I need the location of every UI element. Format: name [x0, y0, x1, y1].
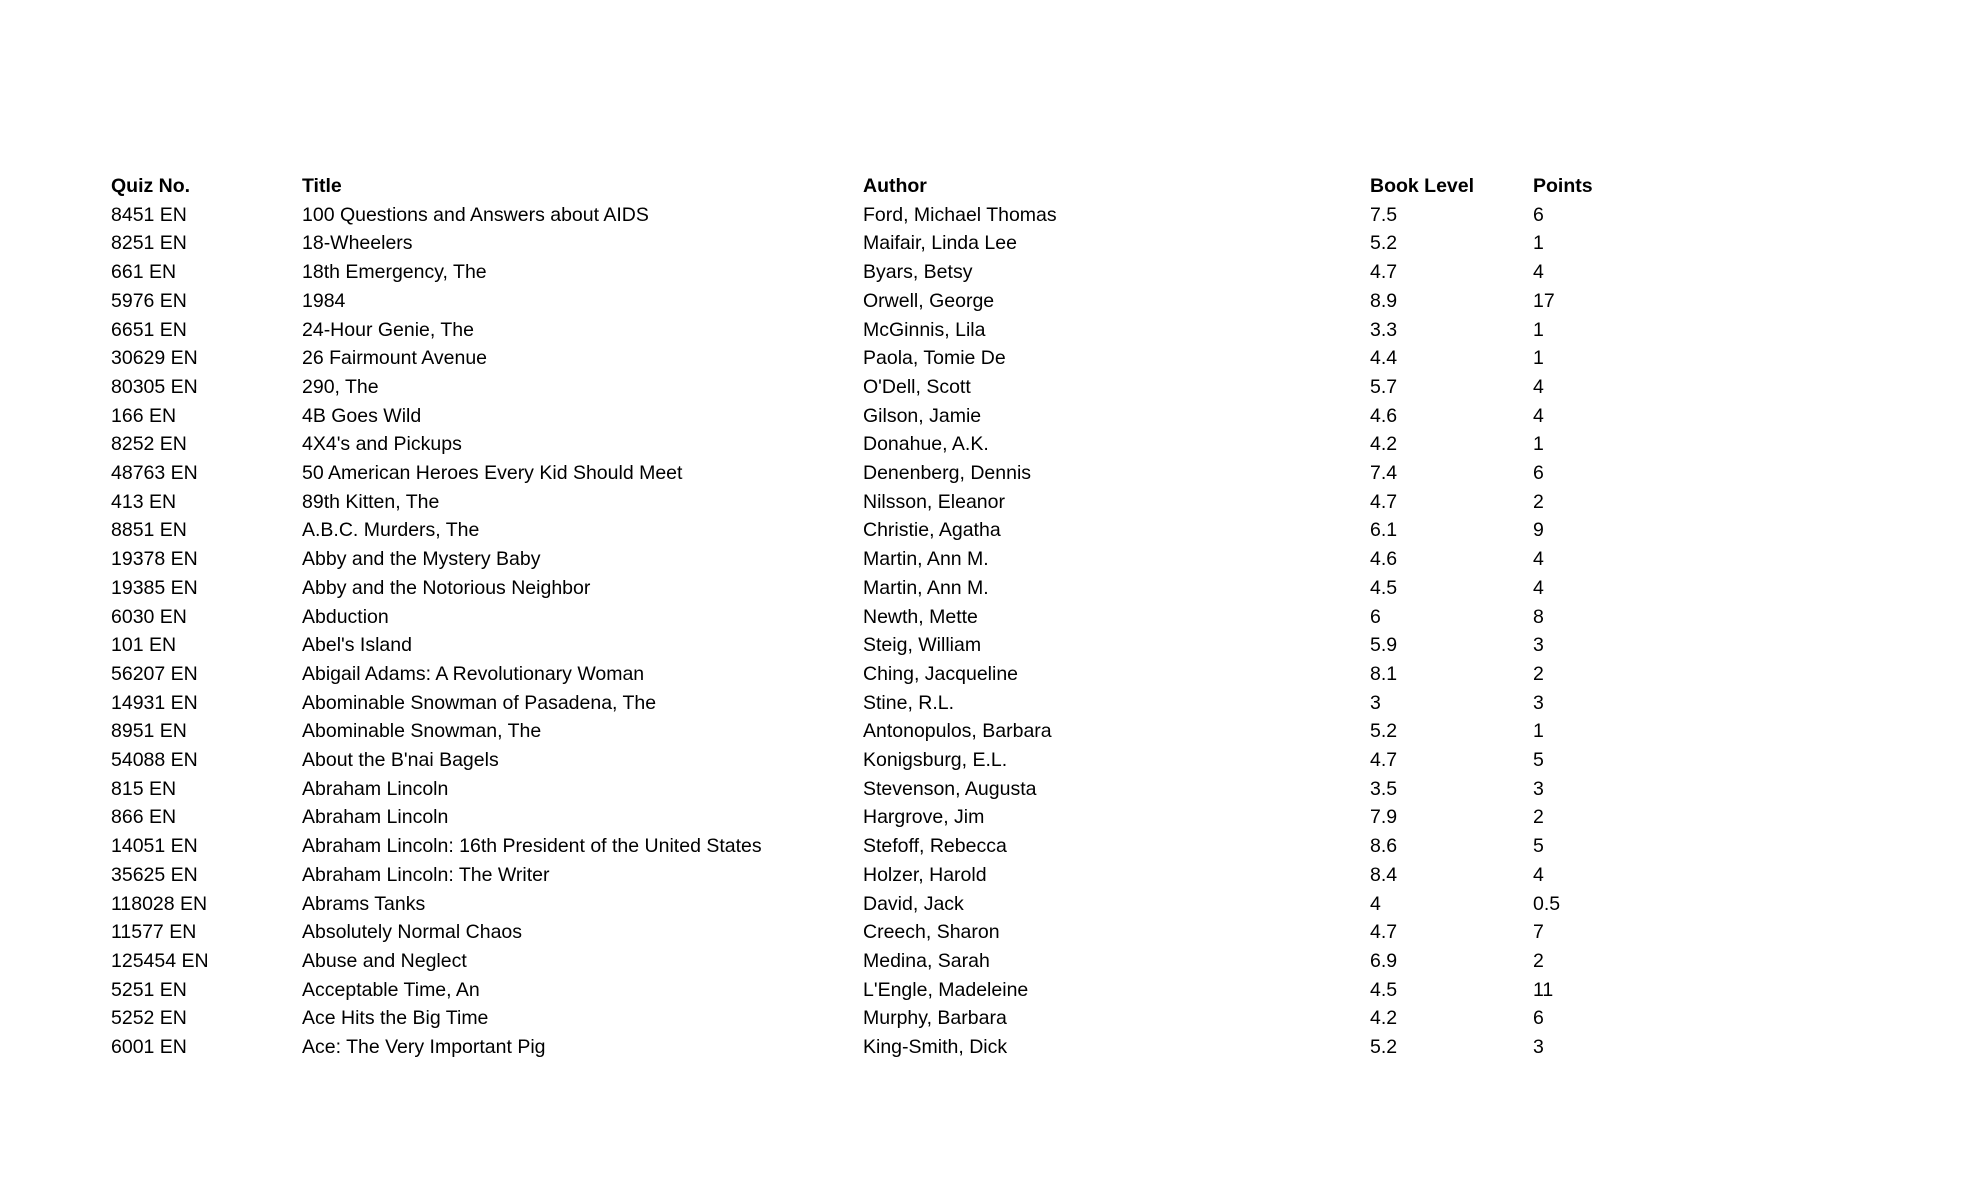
- cell-quiz-no: 35625 EN: [111, 863, 198, 886]
- cell-author: Stefoff, Rebecca: [863, 835, 1007, 858]
- cell-points: 5: [1533, 749, 1544, 772]
- table-row: [111, 574, 1671, 603]
- table-row: [111, 488, 1671, 517]
- cell-title: Abel's Island: [302, 634, 412, 657]
- cell-points: 3: [1533, 1036, 1544, 1059]
- table-row: [111, 803, 1671, 832]
- cell-quiz-no: 8851 EN: [111, 519, 187, 542]
- cell-title: Abrams Tanks: [302, 892, 426, 915]
- cell-points: 4: [1533, 863, 1544, 886]
- cell-title: 24-Hour Genie, The: [302, 318, 474, 341]
- cell-author: Stine, R.L.: [863, 691, 955, 714]
- cell-author: L'Engle, Madeleine: [863, 978, 1029, 1001]
- cell-book-level: 4.6: [1370, 548, 1398, 571]
- cell-book-level: 4.6: [1370, 404, 1398, 427]
- cell-title: Abigail Adams: A Revolutionary Woman: [302, 662, 645, 685]
- cell-title: About the B'nai Bagels: [302, 749, 499, 772]
- table-row: [111, 201, 1671, 230]
- cell-title: Ace: The Very Important Pig: [302, 1036, 546, 1059]
- cell-points: 8: [1533, 605, 1544, 628]
- cell-title: Abraham Lincoln: 16th President of the United States: [302, 835, 762, 858]
- cell-book-level: 8.6: [1370, 835, 1398, 858]
- cell-book-level: 7.4: [1370, 462, 1398, 485]
- cell-points: 0.5: [1533, 892, 1561, 915]
- table-row: [111, 1033, 1671, 1062]
- cell-author: Nilsson, Eleanor: [863, 490, 1005, 513]
- cell-quiz-no: 19378 EN: [111, 548, 198, 571]
- table-row: [111, 746, 1671, 775]
- cell-quiz-no: 413 EN: [111, 490, 177, 513]
- cell-author: Holzer, Harold: [863, 863, 987, 886]
- table-row: [111, 832, 1671, 861]
- cell-title: Abby and the Notorious Neighbor: [302, 576, 591, 599]
- cell-quiz-no: 14051 EN: [111, 835, 198, 858]
- table-row: [111, 947, 1671, 976]
- cell-points: 3: [1533, 777, 1544, 800]
- table-row: [111, 402, 1671, 431]
- cell-title: Absolutely Normal Chaos: [302, 921, 523, 944]
- table-row: [111, 430, 1671, 459]
- cell-book-level: 5.2: [1370, 232, 1398, 255]
- cell-book-level: 6.1: [1370, 519, 1398, 542]
- cell-quiz-no: 6651 EN: [111, 318, 187, 341]
- cell-quiz-no: 19385 EN: [111, 576, 198, 599]
- cell-quiz-no: 54088 EN: [111, 749, 198, 772]
- cell-quiz-no: 118028 EN: [111, 892, 208, 915]
- cell-author: Gilson, Jamie: [863, 404, 982, 427]
- cell-author: Martin, Ann M.: [863, 576, 989, 599]
- cell-quiz-no: 30629 EN: [111, 347, 198, 370]
- cell-quiz-no: 14931 EN: [111, 691, 198, 714]
- cell-points: 5: [1533, 835, 1544, 858]
- cell-title: 4X4's and Pickups: [302, 433, 462, 456]
- cell-author: King-Smith, Dick: [863, 1036, 1008, 1059]
- header-title: Title: [302, 175, 342, 197]
- table-row: [111, 918, 1671, 947]
- cell-quiz-no: 8951 EN: [111, 720, 187, 743]
- table-body: [111, 201, 1671, 1062]
- cell-title: 290, The: [302, 375, 379, 398]
- cell-points: 9: [1533, 519, 1544, 542]
- table-row: [111, 890, 1671, 919]
- cell-quiz-no: 5251 EN: [111, 978, 187, 1001]
- header-book-level: Book Level: [1370, 175, 1475, 197]
- cell-quiz-no: 5976 EN: [111, 289, 187, 312]
- cell-quiz-no: 48763 EN: [111, 462, 198, 485]
- cell-quiz-no: 5252 EN: [111, 1007, 187, 1030]
- cell-author: Antonopulos, Barbara: [863, 720, 1052, 743]
- table-row: [111, 775, 1671, 804]
- cell-points: 2: [1533, 806, 1544, 829]
- cell-points: 2: [1533, 949, 1544, 972]
- cell-book-level: 7.9: [1370, 806, 1398, 829]
- cell-title: 26 Fairmount Avenue: [302, 347, 488, 370]
- cell-author: O'Dell, Scott: [863, 375, 971, 398]
- table-row: [111, 861, 1671, 890]
- table-row: [111, 258, 1671, 287]
- table-row: [111, 689, 1671, 718]
- cell-author: Denenberg, Dennis: [863, 462, 1032, 485]
- cell-title: A.B.C. Murders, The: [302, 519, 480, 542]
- table-row: [111, 603, 1671, 632]
- cell-points: 4: [1533, 261, 1544, 284]
- cell-book-level: 4.4: [1370, 347, 1398, 370]
- header-quiz-no: Quiz No.: [111, 175, 191, 197]
- cell-points: 2: [1533, 490, 1544, 513]
- cell-title: 18th Emergency, The: [302, 261, 487, 284]
- table-row: [111, 631, 1671, 660]
- cell-book-level: 4.5: [1370, 576, 1398, 599]
- cell-title: Abraham Lincoln: [302, 806, 449, 829]
- cell-title: Abraham Lincoln: The Writer: [302, 863, 550, 886]
- cell-points: 4: [1533, 548, 1544, 571]
- cell-title: Abby and the Mystery Baby: [302, 548, 541, 571]
- cell-points: 1: [1533, 720, 1544, 743]
- cell-book-level: 8.9: [1370, 289, 1398, 312]
- table-row: [111, 660, 1671, 689]
- cell-author: Donahue, A.K.: [863, 433, 989, 456]
- cell-book-level: 5.7: [1370, 375, 1398, 398]
- cell-author: Murphy, Barbara: [863, 1007, 1007, 1030]
- cell-quiz-no: 815 EN: [111, 777, 177, 800]
- cell-title: 89th Kitten, The: [302, 490, 440, 513]
- cell-author: Steig, William: [863, 634, 982, 657]
- cell-title: 1984: [302, 289, 346, 312]
- cell-points: 1: [1533, 318, 1544, 341]
- cell-points: 1: [1533, 433, 1544, 456]
- cell-title: 50 American Heroes Every Kid Should Meet: [302, 462, 683, 485]
- cell-title: Abraham Lincoln: [302, 777, 449, 800]
- cell-quiz-no: 6030 EN: [111, 605, 187, 628]
- cell-quiz-no: 56207 EN: [111, 662, 198, 685]
- cell-points: 4: [1533, 576, 1544, 599]
- cell-book-level: 4.7: [1370, 261, 1398, 284]
- cell-author: Paola, Tomie De: [863, 347, 1006, 370]
- table-row: [111, 976, 1671, 1005]
- cell-author: McGinnis, Lila: [863, 318, 986, 341]
- cell-author: Creech, Sharon: [863, 921, 1000, 944]
- cell-points: 6: [1533, 462, 1544, 485]
- cell-points: 3: [1533, 691, 1544, 714]
- table-row: [111, 344, 1671, 373]
- cell-quiz-no: 11577 EN: [111, 921, 197, 944]
- table-row: [111, 316, 1671, 345]
- cell-book-level: 6: [1370, 605, 1381, 628]
- cell-book-level: 4.2: [1370, 433, 1398, 456]
- cell-book-level: 5.2: [1370, 1036, 1398, 1059]
- cell-quiz-no: 8451 EN: [111, 203, 187, 226]
- cell-book-level: 4.2: [1370, 1007, 1398, 1030]
- cell-quiz-no: 8251 EN: [111, 232, 187, 255]
- table-row: [111, 545, 1671, 574]
- cell-title: 18-Wheelers: [302, 232, 413, 255]
- header-points: Points: [1533, 175, 1593, 197]
- cell-points: 1: [1533, 347, 1544, 370]
- cell-points: 4: [1533, 404, 1544, 427]
- table-row: [111, 717, 1671, 746]
- cell-points: 1: [1533, 232, 1544, 255]
- cell-title: Abuse and Neglect: [302, 949, 467, 972]
- cell-quiz-no: 166 EN: [111, 404, 177, 427]
- cell-quiz-no: 866 EN: [111, 806, 177, 829]
- book-list-table: [111, 172, 1671, 1062]
- cell-book-level: 3.5: [1370, 777, 1398, 800]
- cell-book-level: 8.1: [1370, 662, 1398, 685]
- cell-author: Hargrove, Jim: [863, 806, 985, 829]
- cell-author: Konigsburg, E.L.: [863, 749, 1008, 772]
- cell-author: Martin, Ann M.: [863, 548, 989, 571]
- cell-book-level: 4.5: [1370, 978, 1398, 1001]
- cell-points: 4: [1533, 375, 1544, 398]
- cell-points: 17: [1533, 289, 1555, 312]
- cell-author: Byars, Betsy: [863, 261, 973, 284]
- cell-author: Ford, Michael Thomas: [863, 203, 1057, 226]
- cell-book-level: 3.3: [1370, 318, 1398, 341]
- cell-title: Acceptable Time, An: [302, 978, 480, 1001]
- cell-title: 100 Questions and Answers about AIDS: [302, 203, 649, 226]
- book-list-sheet: [111, 172, 1811, 1062]
- header-row: [111, 172, 1671, 201]
- cell-quiz-no: 101 EN: [111, 634, 177, 657]
- cell-author: Orwell, George: [863, 289, 995, 312]
- cell-title: Abominable Snowman, The: [302, 720, 542, 743]
- cell-points: 3: [1533, 634, 1544, 657]
- table-row: [111, 373, 1671, 402]
- cell-book-level: 4.7: [1370, 749, 1398, 772]
- cell-book-level: 6.9: [1370, 949, 1398, 972]
- table-row: [111, 1004, 1671, 1033]
- cell-book-level: 4: [1370, 892, 1381, 915]
- cell-points: 6: [1533, 203, 1544, 226]
- cell-book-level: 4.7: [1370, 490, 1398, 513]
- cell-points: 6: [1533, 1007, 1544, 1030]
- table-row: [111, 229, 1671, 258]
- cell-book-level: 8.4: [1370, 863, 1398, 886]
- cell-author: Stevenson, Augusta: [863, 777, 1037, 800]
- cell-quiz-no: 661 EN: [111, 261, 177, 284]
- cell-title: Abduction: [302, 605, 389, 628]
- cell-book-level: 4.7: [1370, 921, 1398, 944]
- cell-author: Ching, Jacqueline: [863, 662, 1019, 685]
- cell-book-level: 3: [1370, 691, 1381, 714]
- cell-points: 7: [1533, 921, 1544, 944]
- cell-title: Ace Hits the Big Time: [302, 1007, 489, 1030]
- cell-author: Newth, Mette: [863, 605, 978, 628]
- cell-quiz-no: 8252 EN: [111, 433, 187, 456]
- cell-quiz-no: 125454 EN: [111, 949, 209, 972]
- header-author: Author: [863, 175, 927, 197]
- cell-author: David, Jack: [863, 892, 964, 915]
- table-row: [111, 287, 1671, 316]
- cell-points: 2: [1533, 662, 1544, 685]
- cell-author: Maifair, Linda Lee: [863, 232, 1017, 255]
- cell-title: 4B Goes Wild: [302, 404, 422, 427]
- cell-book-level: 7.5: [1370, 203, 1398, 226]
- cell-quiz-no: 80305 EN: [111, 375, 198, 398]
- cell-quiz-no: 6001 EN: [111, 1036, 187, 1059]
- cell-book-level: 5.9: [1370, 634, 1398, 657]
- cell-book-level: 5.2: [1370, 720, 1398, 743]
- table-row: [111, 516, 1671, 545]
- cell-author: Medina, Sarah: [863, 949, 990, 972]
- cell-title: Abominable Snowman of Pasadena, The: [302, 691, 657, 714]
- table-row: [111, 459, 1671, 488]
- cell-points: 11: [1533, 978, 1554, 1001]
- cell-author: Christie, Agatha: [863, 519, 1001, 542]
